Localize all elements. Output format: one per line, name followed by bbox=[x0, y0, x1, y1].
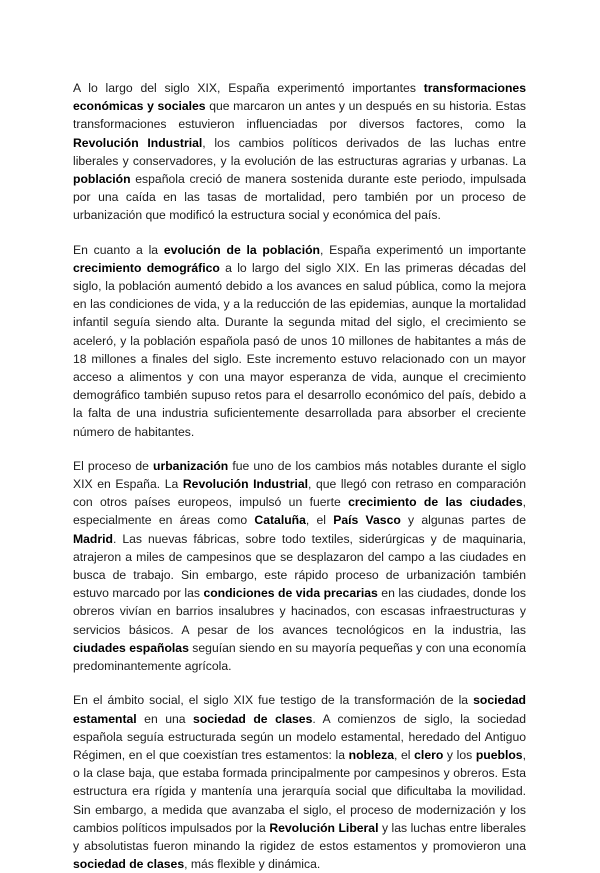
paragraph-population-evolution bbox=[73, 241, 526, 441]
text-run: . A comienzos de siglo, la sociedad española seguía estructurada según un modelo estamental, heredado del Antiguo Régimen, en el que coexistían tres estamentos: la bbox=[73, 711, 526, 762]
bold-term: Cataluña bbox=[254, 513, 306, 528]
text-run: , el bbox=[394, 747, 415, 762]
text-run: y las luchas entre liberales y absolutistas fueron minando la rigidez de estos estamentos y promovieron una bbox=[73, 820, 526, 853]
bold-term: población bbox=[73, 172, 131, 187]
paragraph-social-classes bbox=[73, 691, 526, 873]
bold-term: evolución de la población bbox=[163, 242, 320, 257]
bold-term: crecimiento demográfico bbox=[73, 260, 220, 275]
text-run: En el ámbito social, el siglo XIX fue testigo de la transformación de la bbox=[73, 693, 474, 708]
text-run: seguían siendo en su mayoría pequeñas y con una economía predominantemente agrícola. bbox=[73, 640, 526, 674]
text-run: , los cambios políticos derivados de las luchas entre liberales y conservadores, y la evolución de las estructuras agrarias y urbanas. La bbox=[73, 135, 526, 168]
text-run: , especialmente en áreas como bbox=[73, 495, 526, 528]
text-run: A lo largo del siglo XIX, España experimentó importantes bbox=[73, 81, 424, 95]
bold-term: sociedad de clases bbox=[73, 857, 185, 872]
bold-term: País Vasco bbox=[333, 513, 401, 528]
text-run: que marcaron un antes y un después en su historia. Estas transformaciones estuvieron influenciadas por diversos factores, como la bbox=[73, 99, 526, 132]
text-run: El proceso de bbox=[73, 458, 154, 473]
paragraph-economic-social-transformations bbox=[73, 79, 526, 225]
bold-term: Revolución Industrial bbox=[182, 477, 309, 492]
text-run: . Las nuevas fábricas, sobre todo textiles, siderúrgicas y de maquinaria, atrajeron a miles de campesinos que se desplazaron del campo a las ciudades en busca de trabajo. Sin embargo, este rápido proceso de urbanización también estuvo marcado por las bbox=[73, 531, 526, 601]
text-run: En cuanto a la bbox=[73, 242, 164, 257]
text-run: en las ciudades, donde los obreros vivían en barrios insalubres y hacinados, con escasas infraestructuras y servicios básicos. A pesar de los avances tecnológicos en la industria, las bbox=[73, 586, 526, 637]
bold-term: Revolución Industrial bbox=[73, 135, 203, 150]
text-run: y los bbox=[443, 747, 476, 762]
text-run: , el bbox=[305, 513, 334, 528]
bold-term: sociedad de clases bbox=[193, 711, 313, 726]
bold-term: crecimiento de las ciudades bbox=[348, 495, 523, 510]
bold-term: urbanización bbox=[153, 458, 229, 473]
text-run: a lo largo del siglo XIX. En las primeras décadas del siglo, la población aumentó debido a los avances en salud pública, como la mejora en las condiciones de vida, y a la reducción de las epidemias, aunque la mortalidad infantil seguía siendo alta. Durante la segunda mitad del siglo, el crecimiento se aceleró, y la población española pasó de unos 10 millones de habitantes a más de 18 millones a finales del siglo. Este incremento estuvo relacionado con un mayor acceso a alimentos y con una mayor esperanza de vida, aunque el crecimiento demográfico también supuso retos para el desarrollo económico del país, debido a la falta de una industria suficientemente desarrollada para absorber el creciente número de habitantes. bbox=[73, 260, 526, 439]
text-run: española creció de manera sostenida durante este periodo, impulsada por una caída en las tasas de mortalidad, pero también por un proceso de urbanización que modificó la estructura social y económica del país. bbox=[73, 172, 526, 223]
text-run: , más flexible y dinámica. bbox=[184, 857, 321, 872]
text-run: , España experimentó un importante bbox=[319, 242, 526, 257]
bold-term: Madrid bbox=[73, 531, 113, 546]
bold-term: Revolución Liberal bbox=[269, 820, 379, 835]
bold-term: sociedad estamental bbox=[73, 693, 526, 726]
bold-term: clero bbox=[414, 747, 444, 762]
bold-term: pueblos bbox=[475, 747, 523, 762]
bold-term: nobleza bbox=[348, 747, 395, 762]
text-run: en una bbox=[136, 711, 194, 726]
text-run: , que llegó con retraso en comparación con otros países europeos, impulsó un fuerte bbox=[73, 477, 526, 510]
text-run: fue uno de los cambios más notables durante el siglo XIX en España. La bbox=[73, 458, 526, 492]
bold-term: transformaciones económicas y sociales bbox=[73, 81, 526, 114]
bold-term: ciudades españolas bbox=[73, 640, 189, 655]
paragraph-urbanization bbox=[73, 457, 526, 675]
text-run: , o la clase baja, que estaba formada principalmente por campesinos y obreros. Esta estructura era rígida y mantenía una jerarquía social que dificultaba la movilidad. Sin embargo, a medida que avanzaba el siglo, el proceso de modernización y los cambios políticos impulsados por la bbox=[73, 747, 526, 835]
text-run: y algunas partes de bbox=[400, 513, 526, 528]
bold-term: condiciones de vida precarias bbox=[203, 586, 378, 601]
